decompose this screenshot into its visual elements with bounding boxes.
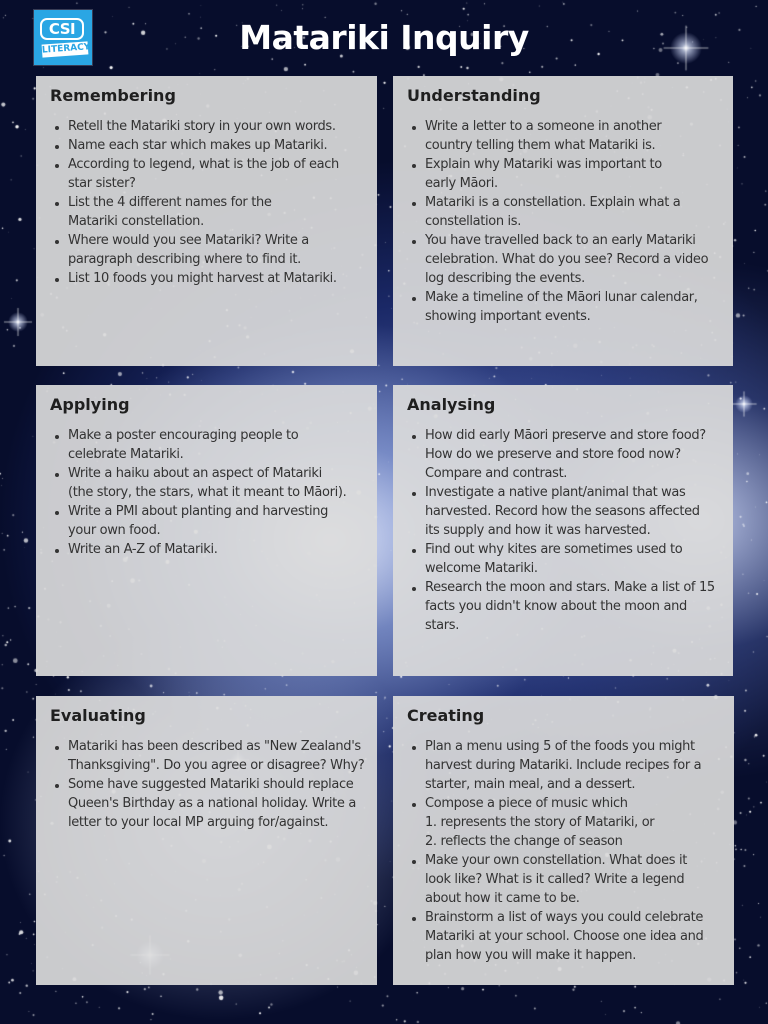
list-item: Where would you see Matariki? Write a paragraph describing where to find it.	[68, 231, 367, 269]
list-item: List 10 foods you might harvest at Matariki.	[68, 269, 367, 288]
list-item: Make a timeline of the Māori lunar calendar, showing important events.	[425, 288, 723, 326]
logo-top-text: CSI	[40, 18, 84, 40]
list-item: Write an A-Z of Matariki.	[68, 540, 367, 559]
item-list	[407, 426, 723, 635]
list-item: Write a haiku about an aspect of Matariki (the story, the stars, what it meant to Māori).	[68, 464, 367, 502]
panel-title: Creating	[407, 706, 485, 725]
list-item: Explain why Matariki was important to early Māori.	[425, 155, 723, 193]
page-title: Matariki Inquiry	[239, 18, 529, 57]
panel-evaluating	[36, 696, 377, 985]
list-item: Plan a menu using 5 of the foods you might harvest during Matariki. Include recipes for a starter, main meal, and a dessert.	[425, 737, 724, 794]
list-item: Investigate a native plant/animal that was harvested. Record how the seasons affected its supply and how it was harvested.	[425, 483, 723, 540]
list-item: Write a PMI about planting and harvesting your own food.	[68, 502, 367, 540]
panel-title: Evaluating	[50, 706, 146, 725]
list-item: Matariki is a constellation. Explain what a constellation is.	[425, 193, 723, 231]
item-list	[407, 117, 723, 326]
list-item: According to legend, what is the job of each star sister?	[68, 155, 367, 193]
list-item: Make a poster encouraging people to celebrate Matariki.	[68, 426, 367, 464]
list-item: Research the moon and stars. Make a list of 15 facts you didn't know about the moon and stars.	[425, 578, 723, 635]
list-item: Compose a piece of music which 1. represents the story of Matariki, or 2. reflects the change of season	[425, 794, 724, 851]
list-item: List the 4 different names for the Matariki constellation.	[68, 193, 367, 231]
item-list	[50, 117, 367, 288]
panel-title: Analysing	[407, 395, 496, 414]
panel-title: Applying	[50, 395, 130, 414]
item-list	[50, 737, 367, 832]
list-item: Name each star which makes up Matariki.	[68, 136, 367, 155]
list-item: How did early Māori preserve and store food? How do we preserve and store food now? Compare and contrast.	[425, 426, 723, 483]
logo-bottom-text: LITERACY	[41, 42, 91, 56]
panel-analysing	[393, 385, 733, 676]
panel-remembering	[36, 76, 377, 366]
panel-creating	[393, 696, 734, 985]
item-list	[50, 426, 367, 559]
item-list	[407, 737, 724, 965]
list-item: Make your own constellation. What does it look like? What is it called? Write a legend about how it came to be.	[425, 851, 724, 908]
list-item: Find out why kites are sometimes used to welcome Matariki.	[425, 540, 723, 578]
panel-title: Understanding	[407, 86, 541, 105]
list-item: Brainstorm a list of ways you could celebrate Matariki at your school. Choose one idea and plan how you will make it happen.	[425, 908, 724, 965]
panel-title: Remembering	[50, 86, 176, 105]
list-item: Retell the Matariki story in your own words.	[68, 117, 367, 136]
list-item: Some have suggested Matariki should replace Queen's Birthday as a national holiday. Write a letter to your local MP arguing for/against.	[68, 775, 367, 832]
panel-understanding	[393, 76, 733, 366]
list-item: Write a letter to a someone in another country telling them what Matariki is.	[425, 117, 723, 155]
list-item: Matariki has been described as "New Zealand's Thanksgiving". Do you agree or disagree? Why?	[68, 737, 367, 775]
list-item: You have travelled back to an early Matariki celebration. What do you see? Record a video log describing the events.	[425, 231, 723, 288]
panel-applying	[36, 385, 377, 676]
